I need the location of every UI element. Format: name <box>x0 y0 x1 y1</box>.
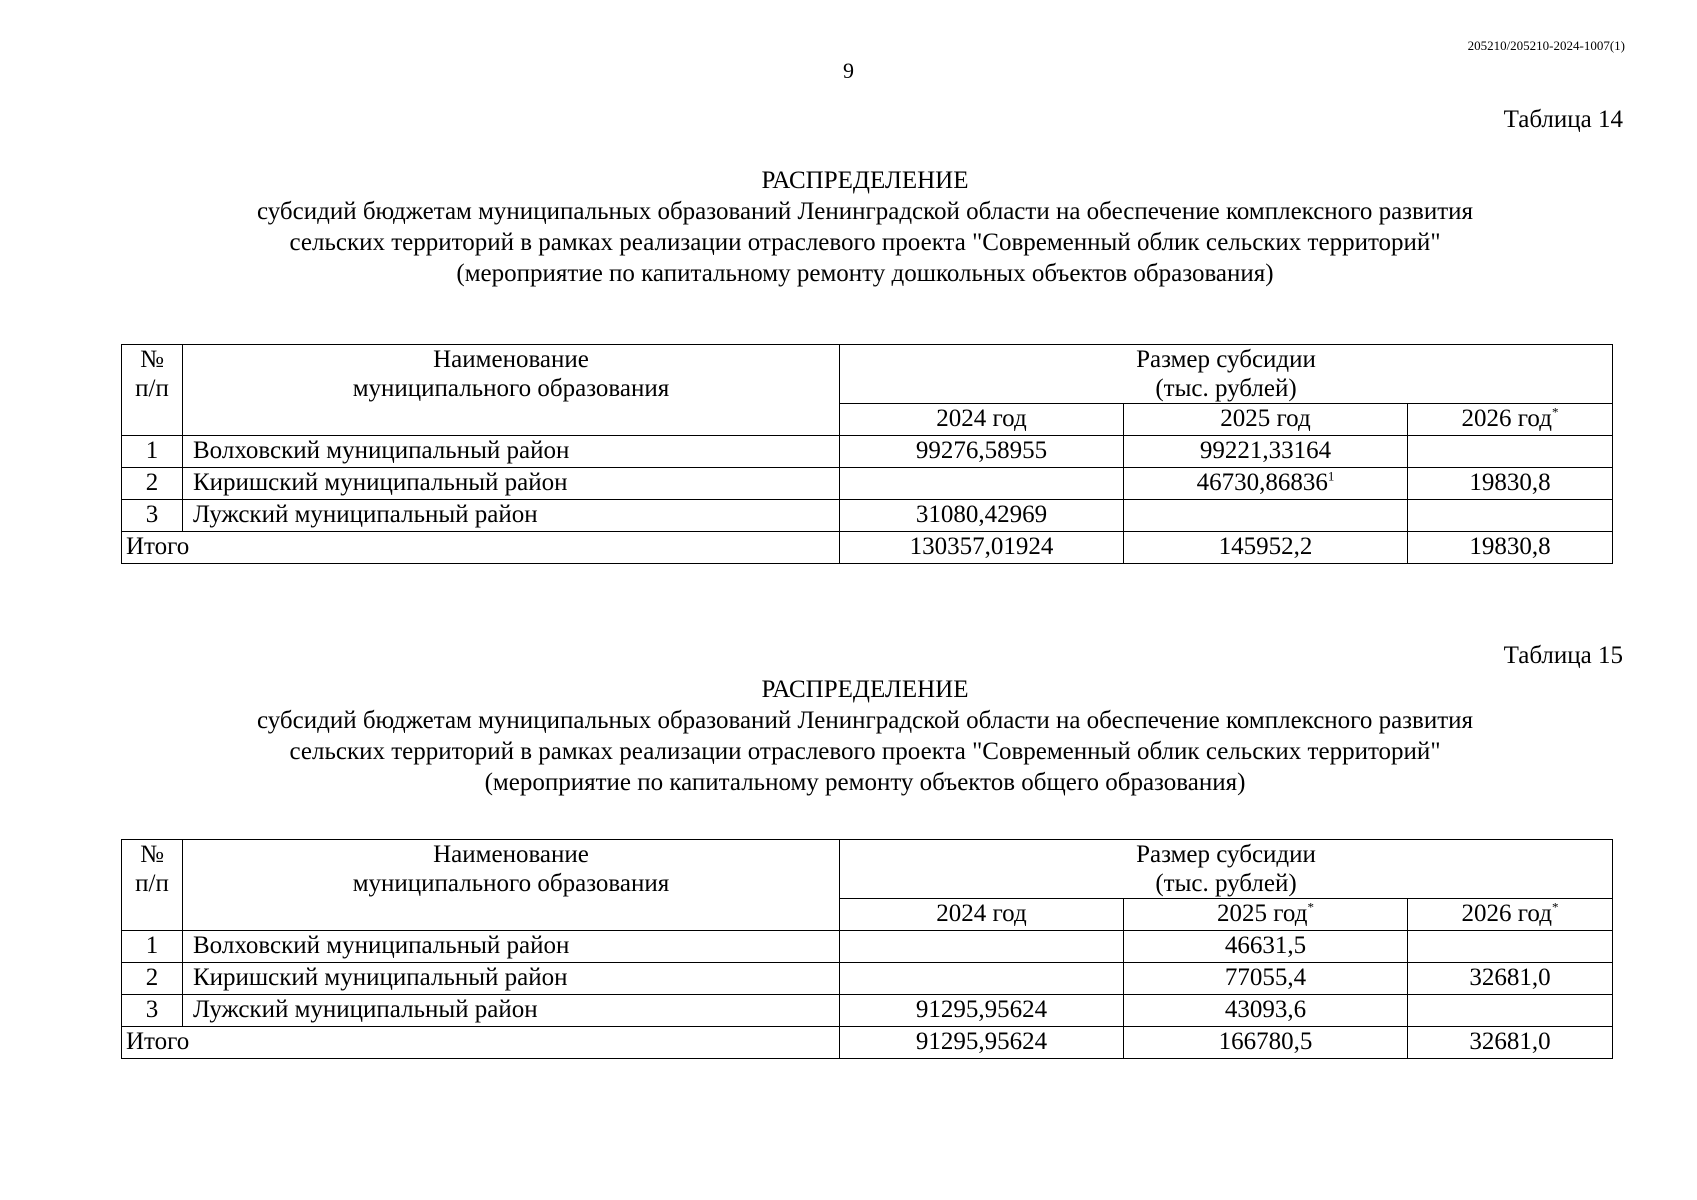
table-14-title: РАСПРЕДЕЛЕНИЕ <box>761 167 969 194</box>
table-15-label: Таблица 15 <box>1503 642 1623 669</box>
table-row: 1 Волховский муниципальный район 99276,58955 99221,33164 <box>122 436 1613 468</box>
header-subsidy-size: Размер субсидии (тыс. рублей) <box>840 345 1613 404</box>
header-subsidy-size: Размер субсидии (тыс. рублей) <box>840 840 1613 899</box>
table-row: 1 Волховский муниципальный район 46631,5 <box>122 931 1613 963</box>
header-2024: 2024 год <box>840 404 1124 436</box>
table-14-label: Таблица 14 <box>1503 106 1623 133</box>
document-id: 205210/205210-2024-1007(1) <box>1467 38 1625 53</box>
page-number: 9 <box>843 58 854 83</box>
table-14-subtitle-line-1: субсидий бюджетам муниципальных образований Ленинградской области на обеспечение комплексного развития <box>256 198 1474 225</box>
table-15-subtitle-line-1: субсидий бюджетам муниципальных образований Ленинградской области на обеспечение комплексного развития <box>256 707 1474 734</box>
table-14-subtitle-line-3: (мероприятие по капитальному ремонту дошкольных объектов образования) <box>456 260 1274 287</box>
table-total-row: Итого 91295,95624 166780,5 32681,0 <box>122 1027 1613 1059</box>
table-row: 2 Киришский муниципальный район 77055,4 32681,0 <box>122 963 1613 995</box>
footnote-mark: * <box>1551 899 1559 915</box>
table-15-subtitle-line-3: (мероприятие по капитальному ремонту объектов общего образования) <box>484 769 1246 796</box>
header-2026: 2026 год* <box>1408 404 1613 436</box>
table-15-heading <box>120 674 1610 798</box>
table-15-title: РАСПРЕДЕЛЕНИЕ <box>761 676 969 703</box>
footnote-mark: * <box>1551 404 1559 420</box>
table-14-subtitle-line-2: сельских территорий в рамках реализации отраслевого проекта "Современный облик сельских территорий" <box>289 229 1441 256</box>
header-2025: 2025 год* <box>1124 899 1408 931</box>
table-14-heading <box>120 165 1610 289</box>
footnote-mark: 1 <box>1327 468 1335 484</box>
table-total-row: Итого 130357,01924 145952,2 19830,8 <box>122 532 1613 564</box>
header-2026: 2026 год* <box>1408 899 1613 931</box>
table-15 <box>121 839 1613 1059</box>
table-row: 3 Лужский муниципальный район 91295,95624 43093,6 <box>122 995 1613 1027</box>
header-name: Наименование муниципального образования <box>183 345 840 436</box>
header-name: Наименование муниципального образования <box>183 840 840 931</box>
footnote-mark: * <box>1307 899 1314 915</box>
header-2024: 2024 год <box>840 899 1124 931</box>
table-row: 3 Лужский муниципальный район 31080,42969 <box>122 500 1613 532</box>
header-num: № п/п <box>122 840 183 931</box>
table-row: 2 Киришский муниципальный район 46730,86836$^1$ 19830,8 <box>122 468 1613 500</box>
table-15-subtitle-line-2: сельских территорий в рамках реализации отраслевого проекта "Современный облик сельских территорий" <box>289 738 1441 765</box>
table-14 <box>121 344 1613 564</box>
header-num: № п/п <box>122 345 183 436</box>
header-2025: 2025 год <box>1124 404 1408 436</box>
